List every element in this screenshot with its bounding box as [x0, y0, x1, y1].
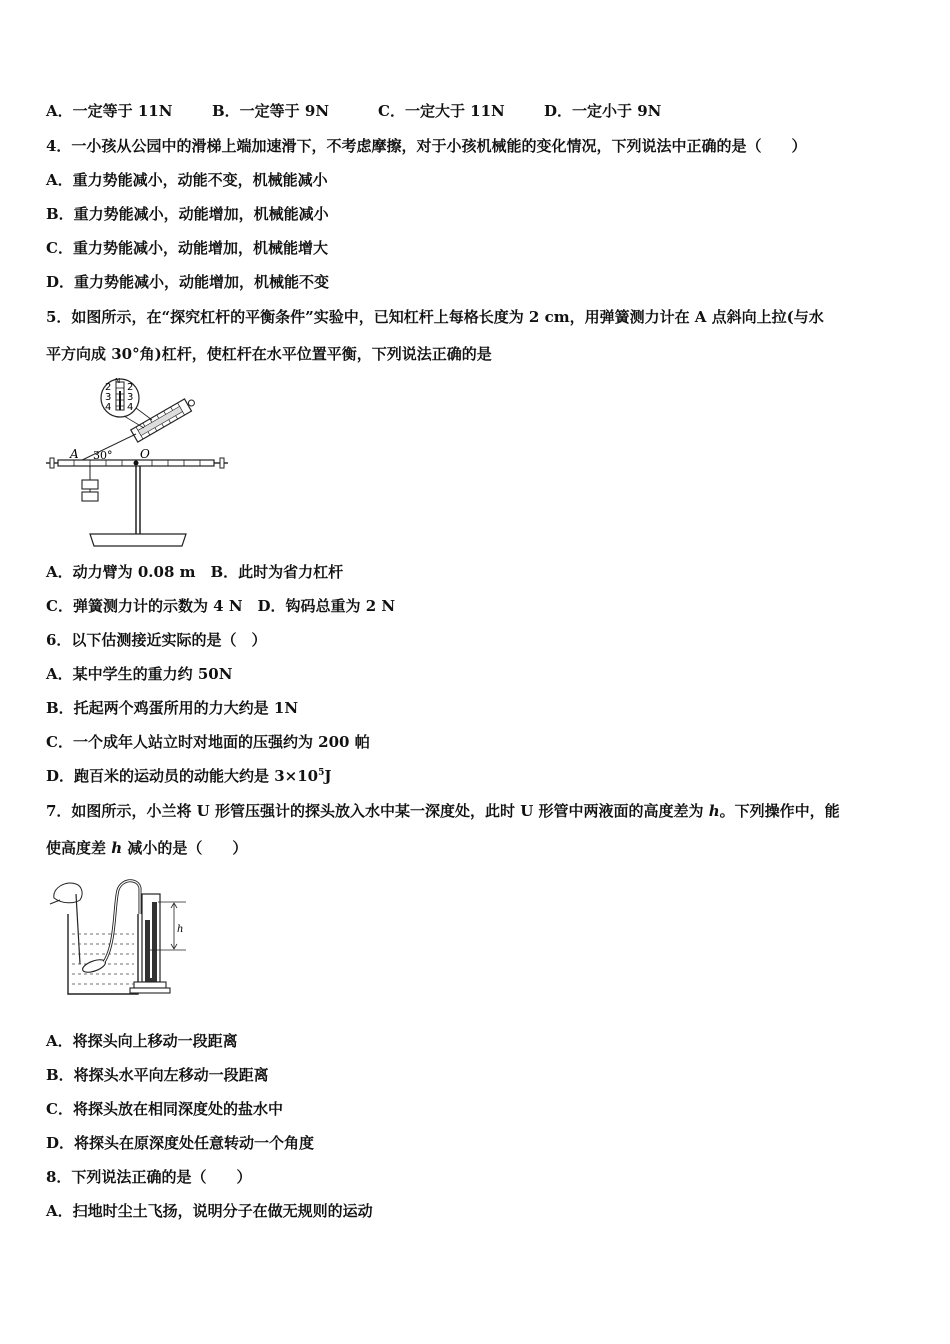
q4-option-c: C．重力势能减小，动能增加，机械能增大: [46, 239, 328, 257]
q3-options: [46, 101, 661, 121]
q8-stem: 8．下列说法正确的是（ ）: [46, 1168, 252, 1186]
spring-scale: [131, 395, 198, 442]
left-column: [145, 920, 150, 978]
q7-stem-line2: [46, 838, 247, 858]
q5-stem-line2: 平方向成 30°角)杠杆，使杠杆在水平位置平衡，下列说法正确的是: [46, 345, 492, 363]
dial-unit: N: [115, 377, 121, 385]
q7-stem-line1-b: 。下列操作中，能: [719, 802, 840, 820]
q4-stem: 4．一小孩从公园中的滑梯上端加速滑下，不考虑摩擦，对于小孩机械能的变化情况，下列说法中正确的是（ ）: [46, 137, 807, 155]
q4-option-a: A．重力势能减小，动能不变，机械能减小: [46, 171, 328, 189]
q7-stem-line2-a: 使高度差: [46, 839, 112, 857]
q5-options-line1: A．动力臂为 0.08 m B．此时为省力杠杆: [46, 563, 344, 581]
stand-base: [90, 534, 186, 546]
hand-icon: [54, 883, 82, 903]
q4-option-b: B．重力势能减小，动能增加，机械能减小: [46, 205, 329, 223]
q6-option-d-suffix: J: [324, 767, 332, 785]
q3-option-c: C．一定大于 11N: [378, 102, 505, 120]
q6-option-b: B．托起两个鸡蛋所用的力大约是 1N: [46, 699, 299, 717]
lever-figure: [44, 376, 234, 552]
q5-options-line2: C．弹簧测力计的示数为 4 N D．钩码总重为 2 N: [46, 597, 396, 615]
q6-option-c: C．一个成年人站立时对地面的压强约为 200 帕: [46, 733, 370, 751]
dial-left-4: 4: [105, 402, 112, 413]
right-column: [152, 902, 157, 978]
q7-option-c: C．将探头放在相同深度处的盐水中: [46, 1100, 283, 1118]
q5-stem-line1: 5．如图所示，在“探究杠杆的平衡条件”实验中，已知杠杆上每格长度为 2 cm，用弹簧测力计在 A 点斜向上拉(与水: [46, 308, 824, 326]
q3-option-a: A．一定等于 11N: [46, 102, 173, 120]
label-h: h: [177, 924, 184, 935]
q7-stem-line1: [46, 801, 840, 821]
dial-left-2: 2: [105, 382, 112, 393]
q7-var-h-2: h: [111, 839, 123, 857]
q6-option-a: A．某中学生的重力约 50N: [46, 665, 233, 683]
q6-option-d: [46, 766, 332, 786]
q6-option-d-exponent: 5: [318, 768, 325, 778]
q7-var-h: h: [708, 802, 720, 820]
q3-option-b: B．一定等于 9N: [212, 102, 330, 120]
u-tube-figure: [46, 874, 196, 1000]
dial-left-3: 3: [105, 392, 112, 403]
q7-option-a: A．将探头向上移动一段距离: [46, 1032, 238, 1050]
q6-option-d-prefix: D．跑百米的运动员的动能大约是 3×10: [46, 767, 319, 785]
probe-rod: [76, 894, 80, 964]
water: [72, 934, 134, 984]
probe-head: [81, 957, 107, 975]
label-angle: 30°: [93, 449, 113, 462]
q7-option-d: D．将探头在原深度处任意转动一个角度: [46, 1134, 315, 1152]
q7-stem-line2-b: 减小的是（ ）: [122, 839, 248, 857]
u-tube-base: [134, 982, 166, 988]
pivot-point: [134, 461, 139, 466]
q6-stem: 6．以下估测接近实际的是（ ）: [46, 631, 267, 649]
hook-weight-2: [82, 492, 98, 501]
q3-option-d: D．一定小于 9N: [544, 102, 662, 120]
dial-right-4: 4: [127, 402, 134, 413]
label-a: A: [70, 447, 79, 461]
q7-stem-line1-a: 7．如图所示，小兰将 U 形管压强计的探头放入水中某一深度处，此时 U 形管中两液面的高度差为: [46, 802, 709, 820]
hook-weight-1: [82, 480, 98, 489]
q7-option-b: B．将探头水平向左移动一段距离: [46, 1066, 269, 1084]
dial-right-3: 3: [127, 392, 134, 403]
q4-option-d: D．重力势能减小，动能增加，机械能不变: [46, 273, 330, 291]
dial-right-2: 2: [127, 382, 134, 393]
u-tube-board: [142, 894, 160, 982]
q8-option-a: A．扫地时尘土飞扬，说明分子在做无规则的运动: [46, 1202, 373, 1220]
label-o: O: [140, 447, 150, 461]
